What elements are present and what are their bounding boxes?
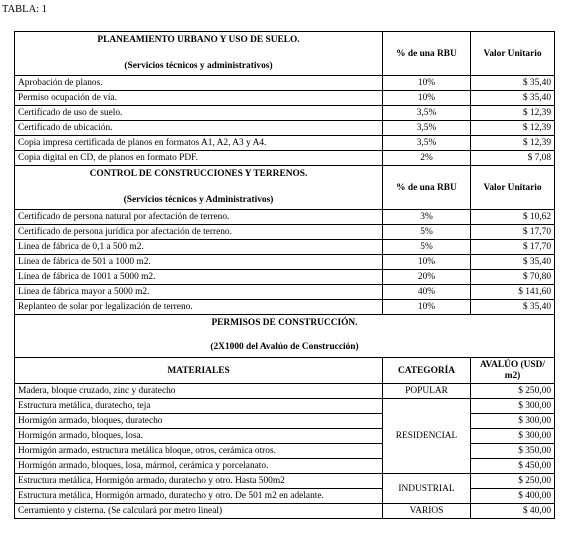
section-header-permisos (15, 315, 555, 358)
table-row (15, 399, 555, 414)
category-cell: VARIOS (383, 504, 471, 519)
table-row (15, 504, 555, 519)
row-description: Certificado de persona natural por afectación de terreno. (15, 210, 383, 225)
row-value: $ 12,39 (471, 121, 555, 136)
row-pct: 3% (383, 210, 471, 225)
section-subtitle: (Servicios técnicos y administrativos) (124, 61, 273, 71)
column-header-materials: MATERIALES (15, 358, 383, 384)
row-value: $ 17,70 (471, 225, 555, 240)
row-pct: 10% (383, 255, 471, 270)
row-description: Línea de fábrica de 0,1 a 500 m2. (15, 240, 383, 255)
row-description: Copia impresa certificada de planos en formatos A1, A2, A3 y A4. (15, 136, 383, 151)
table-row (15, 300, 555, 315)
table-row (15, 210, 555, 225)
row-description: Línea de fábrica de 1001 a 5000 m2. (15, 270, 383, 285)
section-title-cell (15, 315, 555, 358)
table-row (15, 225, 555, 240)
row-description: Línea de fábrica mayor a 5000 m2. (15, 285, 383, 300)
row-description: Hormigón armado, estructura metálica bloque, otros, cerámica otros. (15, 444, 383, 459)
row-description: Cerramiento y cisterna. (Se calculará por metro lineal) (15, 504, 383, 519)
row-description: Hormigón armado, bloques, duratecho (15, 414, 383, 429)
row-description: Aprobación de planos. (15, 76, 383, 91)
column-header-value: Valor Unitario (471, 166, 555, 210)
row-description: Copia digital en CD, de planos en formato PDF. (15, 151, 383, 166)
row-value: $ 70,80 (471, 270, 555, 285)
row-pct: 3,5% (383, 106, 471, 121)
column-header-pct: % de una RBU (383, 166, 471, 210)
column-header-row (15, 358, 555, 384)
row-value: $ 300,00 (471, 429, 555, 444)
row-description: Replanteo de solar por legalización de terreno. (15, 300, 383, 315)
row-value: $ 400,00 (471, 489, 555, 504)
table-row (15, 106, 555, 121)
table-row (15, 414, 555, 429)
row-pct: 40% (383, 285, 471, 300)
row-value: $ 300,00 (471, 399, 555, 414)
category-cell: INDUSTRIAL (383, 474, 471, 504)
fee-table (14, 31, 555, 519)
row-pct: 5% (383, 225, 471, 240)
column-header-value: Valor Unitario (471, 32, 555, 76)
row-pct: 3,5% (383, 121, 471, 136)
row-description: Estructura metálica, duratecho, teja (15, 399, 383, 414)
row-value: $ 12,39 (471, 136, 555, 151)
category-cell: POPULAR (383, 384, 471, 399)
row-value: $ 10,62 (471, 210, 555, 225)
table-row (15, 76, 555, 91)
column-header-pct: % de una RBU (383, 32, 471, 76)
category-cell: RESIDENCIAL (383, 399, 471, 474)
row-pct: 3,5% (383, 136, 471, 151)
section-subtitle: (2X1000 del Avalúo de Construcción) (210, 342, 359, 352)
table-row (15, 136, 555, 151)
row-description: Línea de fábrica de 501 a 1000 m2. (15, 255, 383, 270)
row-value: $ 35,40 (471, 91, 555, 106)
table-row (15, 255, 555, 270)
table-caption: TABLA: 1 (2, 4, 47, 15)
row-description: Certificado de persona jurídica por afectación de terreno. (15, 225, 383, 240)
section-header-control (15, 166, 555, 210)
table-row (15, 151, 555, 166)
table-row (15, 240, 555, 255)
table-row (15, 285, 555, 300)
section-subtitle: (Servicios técnicos y Administrativos) (123, 195, 274, 205)
row-pct: 10% (383, 91, 471, 106)
row-value: $ 35,40 (471, 76, 555, 91)
column-header-appraisal: AVALÚO (USD/ m2) (471, 358, 555, 384)
row-value: $ 141,60 (471, 285, 555, 300)
row-description: Hormigón armado, bloques, losa, mármol, cerámica y porcelanato. (15, 459, 383, 474)
table-row (15, 429, 555, 444)
row-pct: 2% (383, 151, 471, 166)
table-row (15, 270, 555, 285)
row-value: $ 40,00 (471, 504, 555, 519)
section-title: PLANEAMIENTO URBANO Y USO DE SUELO. (97, 35, 300, 45)
row-value: $ 35,40 (471, 300, 555, 315)
row-description: Estructura metálica, Hormigón armado, duratecho y otro. De 501 m2 en adelante. (15, 489, 383, 504)
row-value: $ 35,40 (471, 255, 555, 270)
row-pct: 10% (383, 300, 471, 315)
table-row (15, 384, 555, 399)
row-description: Permiso ocupación de vía. (15, 91, 383, 106)
row-description: Madera, bloque cruzado, zinc y duratecho (15, 384, 383, 399)
table-row (15, 489, 555, 504)
column-header-category: CATEGORÍA (383, 358, 471, 384)
row-value: $ 350,00 (471, 444, 555, 459)
row-description: Hormigón armado, bloques, losa. (15, 429, 383, 444)
table-row (15, 91, 555, 106)
table-row (15, 444, 555, 459)
row-description: Certificado de ubicación. (15, 121, 383, 136)
row-description: Estructura metálica, Hormigón armado, duratecho y otro. Hasta 500m2 (15, 474, 383, 489)
section-title-cell (15, 166, 383, 210)
row-value: $ 12,39 (471, 106, 555, 121)
row-value: $ 250,00 (471, 474, 555, 489)
row-pct: 10% (383, 76, 471, 91)
section-header-planeamiento (15, 32, 555, 76)
row-value: $ 300,00 (471, 414, 555, 429)
section-title: PERMISOS DE CONSTRUCCIÓN. (211, 318, 358, 328)
row-value: $ 450,00 (471, 459, 555, 474)
table-row (15, 459, 555, 474)
table-row (15, 121, 555, 136)
table-row (15, 474, 555, 489)
row-value: $ 250,00 (471, 384, 555, 399)
section-title-cell (15, 32, 383, 76)
row-pct: 5% (383, 240, 471, 255)
section-title: CONTROL DE CONSTRUCCIONES Y TERRENOS. (89, 169, 308, 179)
row-value: $ 7,08 (471, 151, 555, 166)
row-value: $ 17,70 (471, 240, 555, 255)
row-description: Certificado de uso de suelo. (15, 106, 383, 121)
row-pct: 20% (383, 270, 471, 285)
